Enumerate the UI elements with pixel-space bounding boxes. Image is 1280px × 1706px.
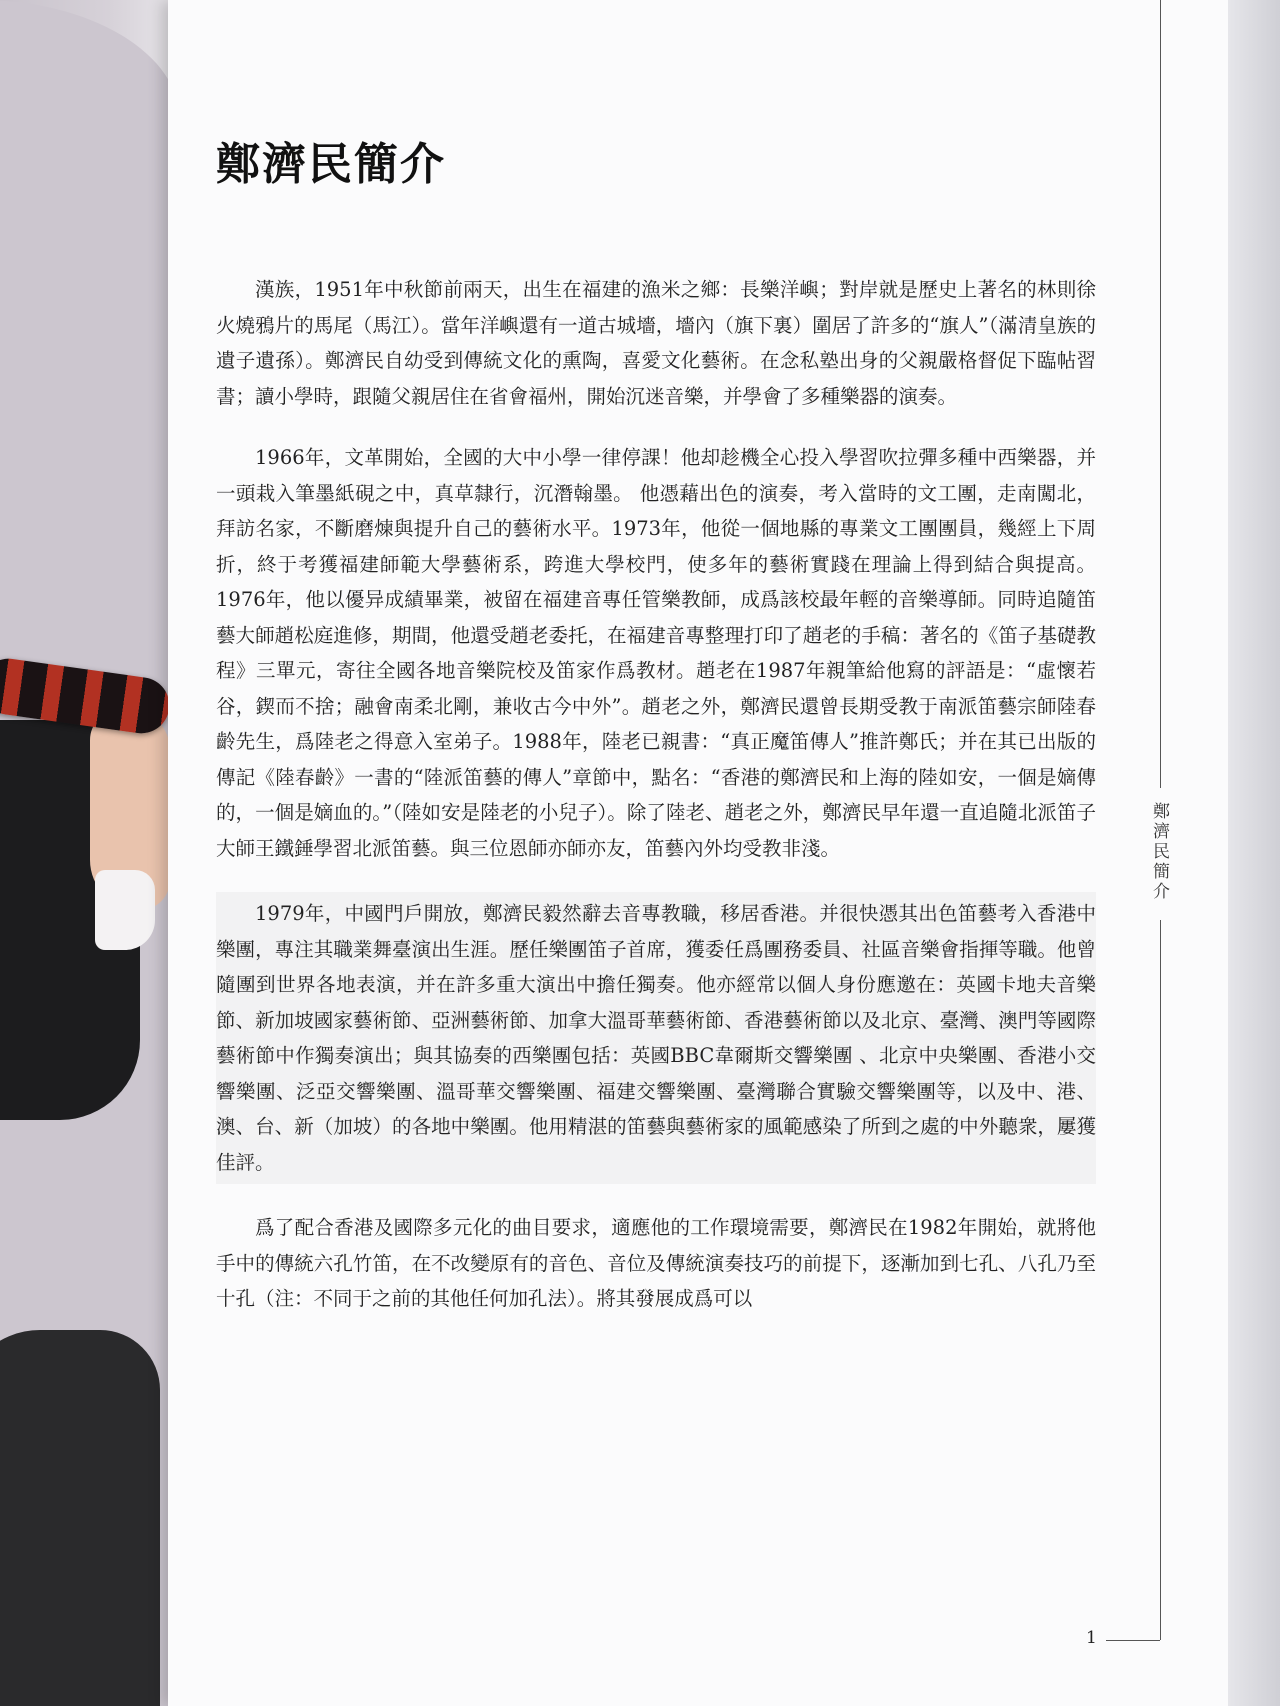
document-page (168, 0, 1228, 1706)
page-title: 鄭濟民簡介 (216, 139, 446, 190)
paragraph-early-life: 漢族，1951年中秋節前兩天，出生在福建的漁米之鄉：長樂洋嶼；對岸就是歷史上著名的林則徐火燒鴉片的馬尾（馬江）。當年洋嶼還有一道古城墻，墻內（旗下裏）圍居了許多的“旗人”（滿清皇族的遺子遺孫）。鄭濟民自幼受到傳統文化的熏陶，喜愛文化藝術。在念私塾出身的父親嚴格督促下臨帖習書；讀小學時，跟隨父親居住在省會福州，開始沉迷音樂，并學會了多種樂器的演奏。 (216, 278, 1096, 408)
paragraph-cultural-revolution: 1966年，文革開始，全國的大中小學一律停課！他却趁機全心投入學習吹拉彈多種中西樂器，并一頭栽入筆墨紙硯之中，真草隸行，沉潛翰墨。 他憑藉出色的演奏，考入當時的文工團，走南闖北，拜訪名家，不斷磨煉與提升自己的藝術水平。1973年，他從一個地縣的專業文工團團員，幾經上下周折，終于考獲福建師範大學藝術系，跨進大學校門，使多年的藝術實踐在理論上得到結合與提高。1976年，他以優异成績畢業，被留在福建音專任管樂教師，成爲該校最年輕的音樂導師。同時追隨笛藝大師趙松庭進修，期間，他還受趙老委托，在福建音專整理打印了趙老的手稿：著名的《笛子基礎教程》三單元，寄往全國各地音樂院校及笛家作爲教材。趙老在1987年親筆給他寫的評語是：“虛懷若谷，鍥而不捨；融會南柔北剛，兼收古今中外”。趙老之外，鄭濟民還曾長期受教于南派笛藝宗師陸春齡先生，爲陸老之得意入室弟子。1988年，陸老已親書：“真正魔笛傳人”推許鄭氏；并在其已出版的傳記《陸春齡》一書的“陸派笛藝的傳人”章節中，點名：“香港的鄭濟民和上海的陸如安，一個是嫡傳的，一個是嫡血的。”（陸如安是陸老的小兒子）。除了陸老、趙老之外，鄭濟民早年還一直追隨北派笛子大師王鐵錘學習北派笛藝。與三位恩師亦師亦友，笛藝內外均受教非淺。 (216, 446, 1096, 860)
side-running-head: 鄭濟民簡介 (1149, 802, 1169, 902)
facing-page-photo (0, 0, 180, 1706)
performer-lower-body (0, 1330, 160, 1706)
page-number: 1 (1086, 1628, 1097, 1648)
body-text (216, 272, 1096, 1343)
side-rule-top (1160, 0, 1161, 788)
paragraph-hong-kong-career: 1979年，中國門戶開放，鄭濟民毅然辭去音專教職，移居香港。并很快憑其出色笛藝考入香港中樂團，專注其職業舞臺演出生涯。歷任樂團笛子首席，獲委任爲團務委員、社區音樂會指揮等職。他曾隨團到世界各地表演，并在許多重大演出中擔任獨奏。他亦經常以個人身份應邀在：英國卡地夫音樂節、新加坡國家藝術節、亞洲藝術節、加拿大溫哥華藝術節、香港藝術節以及北京、臺灣、澳門等國際藝術節中作獨奏演出；與其協奏的西樂團包括：英國BBC韋爾斯交響樂團 、北京中央樂團、香港小交響樂團、泛亞交響樂團、溫哥華交響樂團、福建交響樂團、臺灣聯合實驗交響樂團等，以及中、港、澳、台、新（加坡）的各地中樂團。他用精湛的笛藝與藝術家的風範感染了所到之處的中外聽衆，屢獲佳評。 (216, 892, 1096, 1184)
side-rule-bottom (1160, 920, 1161, 1640)
performer-sleeve-cuff (95, 870, 155, 950)
paragraph-flute-innovation: 爲了配合香港及國際多元化的曲目要求，適應他的工作環境需要，鄭濟民在1982年開始，就將他手中的傳統六孔竹笛，在不改變原有的音色、音位及傳統演奏技巧的前提下，逐漸加到七孔、八孔乃至十孔（注：不同于之前的其他任何加孔法）。將其發展成爲可以 (216, 1216, 1096, 1310)
page-number-rule (1106, 1640, 1160, 1641)
page-stack-edge (1228, 0, 1280, 1706)
